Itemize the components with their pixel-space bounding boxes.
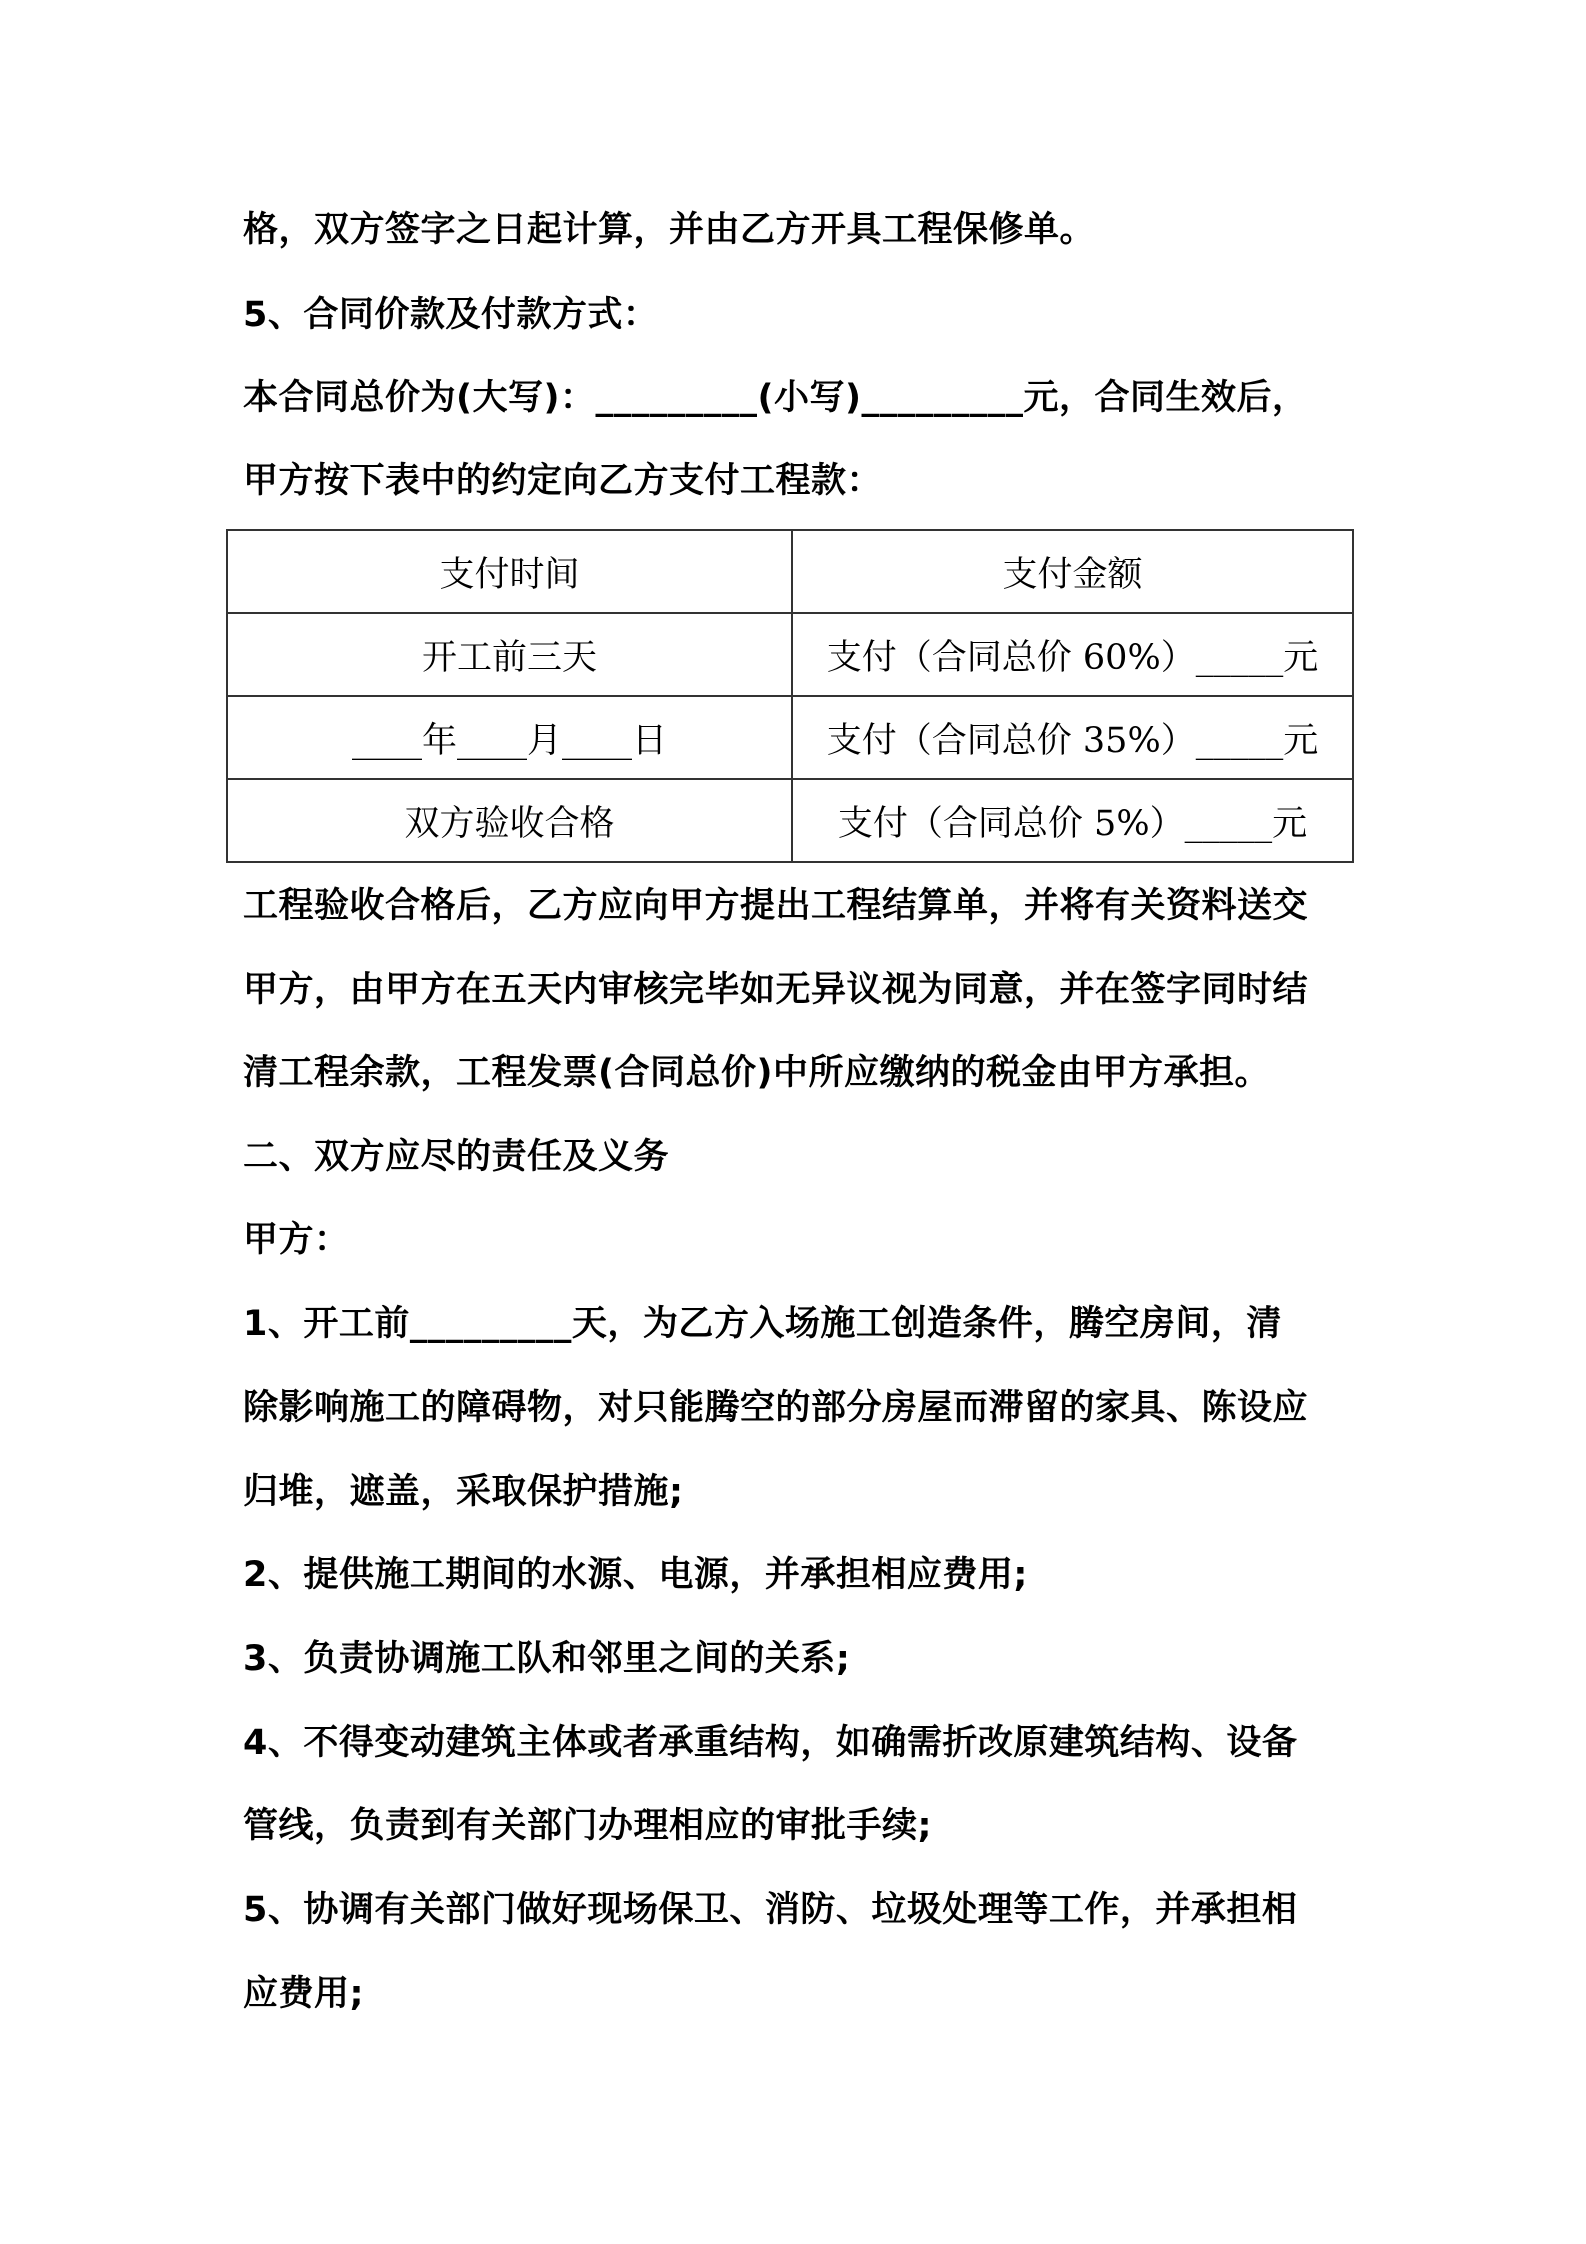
paragraph-line: 工程验收合格后，乙方应向甲方提出工程结算单，并将有关资料送交 <box>243 886 1309 926</box>
payment-time-cell: 双方验收合格 <box>227 779 792 862</box>
payment-amount-cell: 支付（合同总价 60%）_____元 <box>792 613 1353 696</box>
table-row <box>227 696 1353 779</box>
paragraph-line: 甲方，由甲方在五天内审核完毕如无异议视为同意，并在签字同时结 <box>243 970 1309 1010</box>
payment-amount-cell: 支付（合同总价 5%）_____元 <box>792 779 1353 862</box>
clause-line: 1、开工前_________天，为乙方入场施工创造条件，腾空房间，清 <box>243 1304 1282 1344</box>
clause-line: 3、负责协调施工队和邻里之间的关系; <box>243 1639 851 1679</box>
table-row <box>227 613 1353 696</box>
party-a-heading: 甲方： <box>243 1220 350 1260</box>
table-header-row <box>227 530 1353 613</box>
header-payment-amount: 支付金额 <box>792 530 1353 613</box>
header-payment-time: 支付时间 <box>227 530 792 613</box>
clause-line: 除影响施工的障碍物，对只能腾空的部分房屋而滞留的家具、陈设应 <box>243 1388 1309 1428</box>
payment-time-cell: ____年____月____日 <box>227 696 792 779</box>
paragraph-line: 清工程余款，工程发票(合同总价)中所应缴纳的税金由甲方承担。 <box>243 1053 1270 1093</box>
clause-line: 管线，负责到有关部门办理相应的审批手续; <box>243 1806 932 1846</box>
paragraph-line: 甲方按下表中的约定向乙方支付工程款： <box>243 461 883 501</box>
paragraph-line: 格，双方签字之日起计算，并由乙方开具工程保修单。 <box>243 210 1096 250</box>
payment-schedule-table <box>226 529 1354 863</box>
payment-amount-cell: 支付（合同总价 35%）_____元 <box>792 696 1353 779</box>
clause-line: 应费用; <box>243 1974 364 2014</box>
clause-line: 4、不得变动建筑主体或者承重结构，如确需折改原建筑结构、设备 <box>243 1723 1298 1763</box>
clause-line: 5、协调有关部门做好现场保卫、消防、垃圾处理等工作，并承担相 <box>243 1890 1298 1930</box>
payment-time-cell: 开工前三天 <box>227 613 792 696</box>
section-heading-payment: 5、合同价款及付款方式： <box>243 295 659 335</box>
clause-line: 归堆，遮盖，采取保护措施; <box>243 1472 684 1512</box>
table-row <box>227 779 1353 862</box>
section-heading-responsibilities: 二、双方应尽的责任及义务 <box>243 1137 670 1177</box>
clause-line: 2、提供施工期间的水源、电源，并承担相应费用; <box>243 1555 1028 1595</box>
paragraph-line: 本合同总价为(大写)：_________(小写)_________元，合同生效后， <box>243 378 1308 418</box>
